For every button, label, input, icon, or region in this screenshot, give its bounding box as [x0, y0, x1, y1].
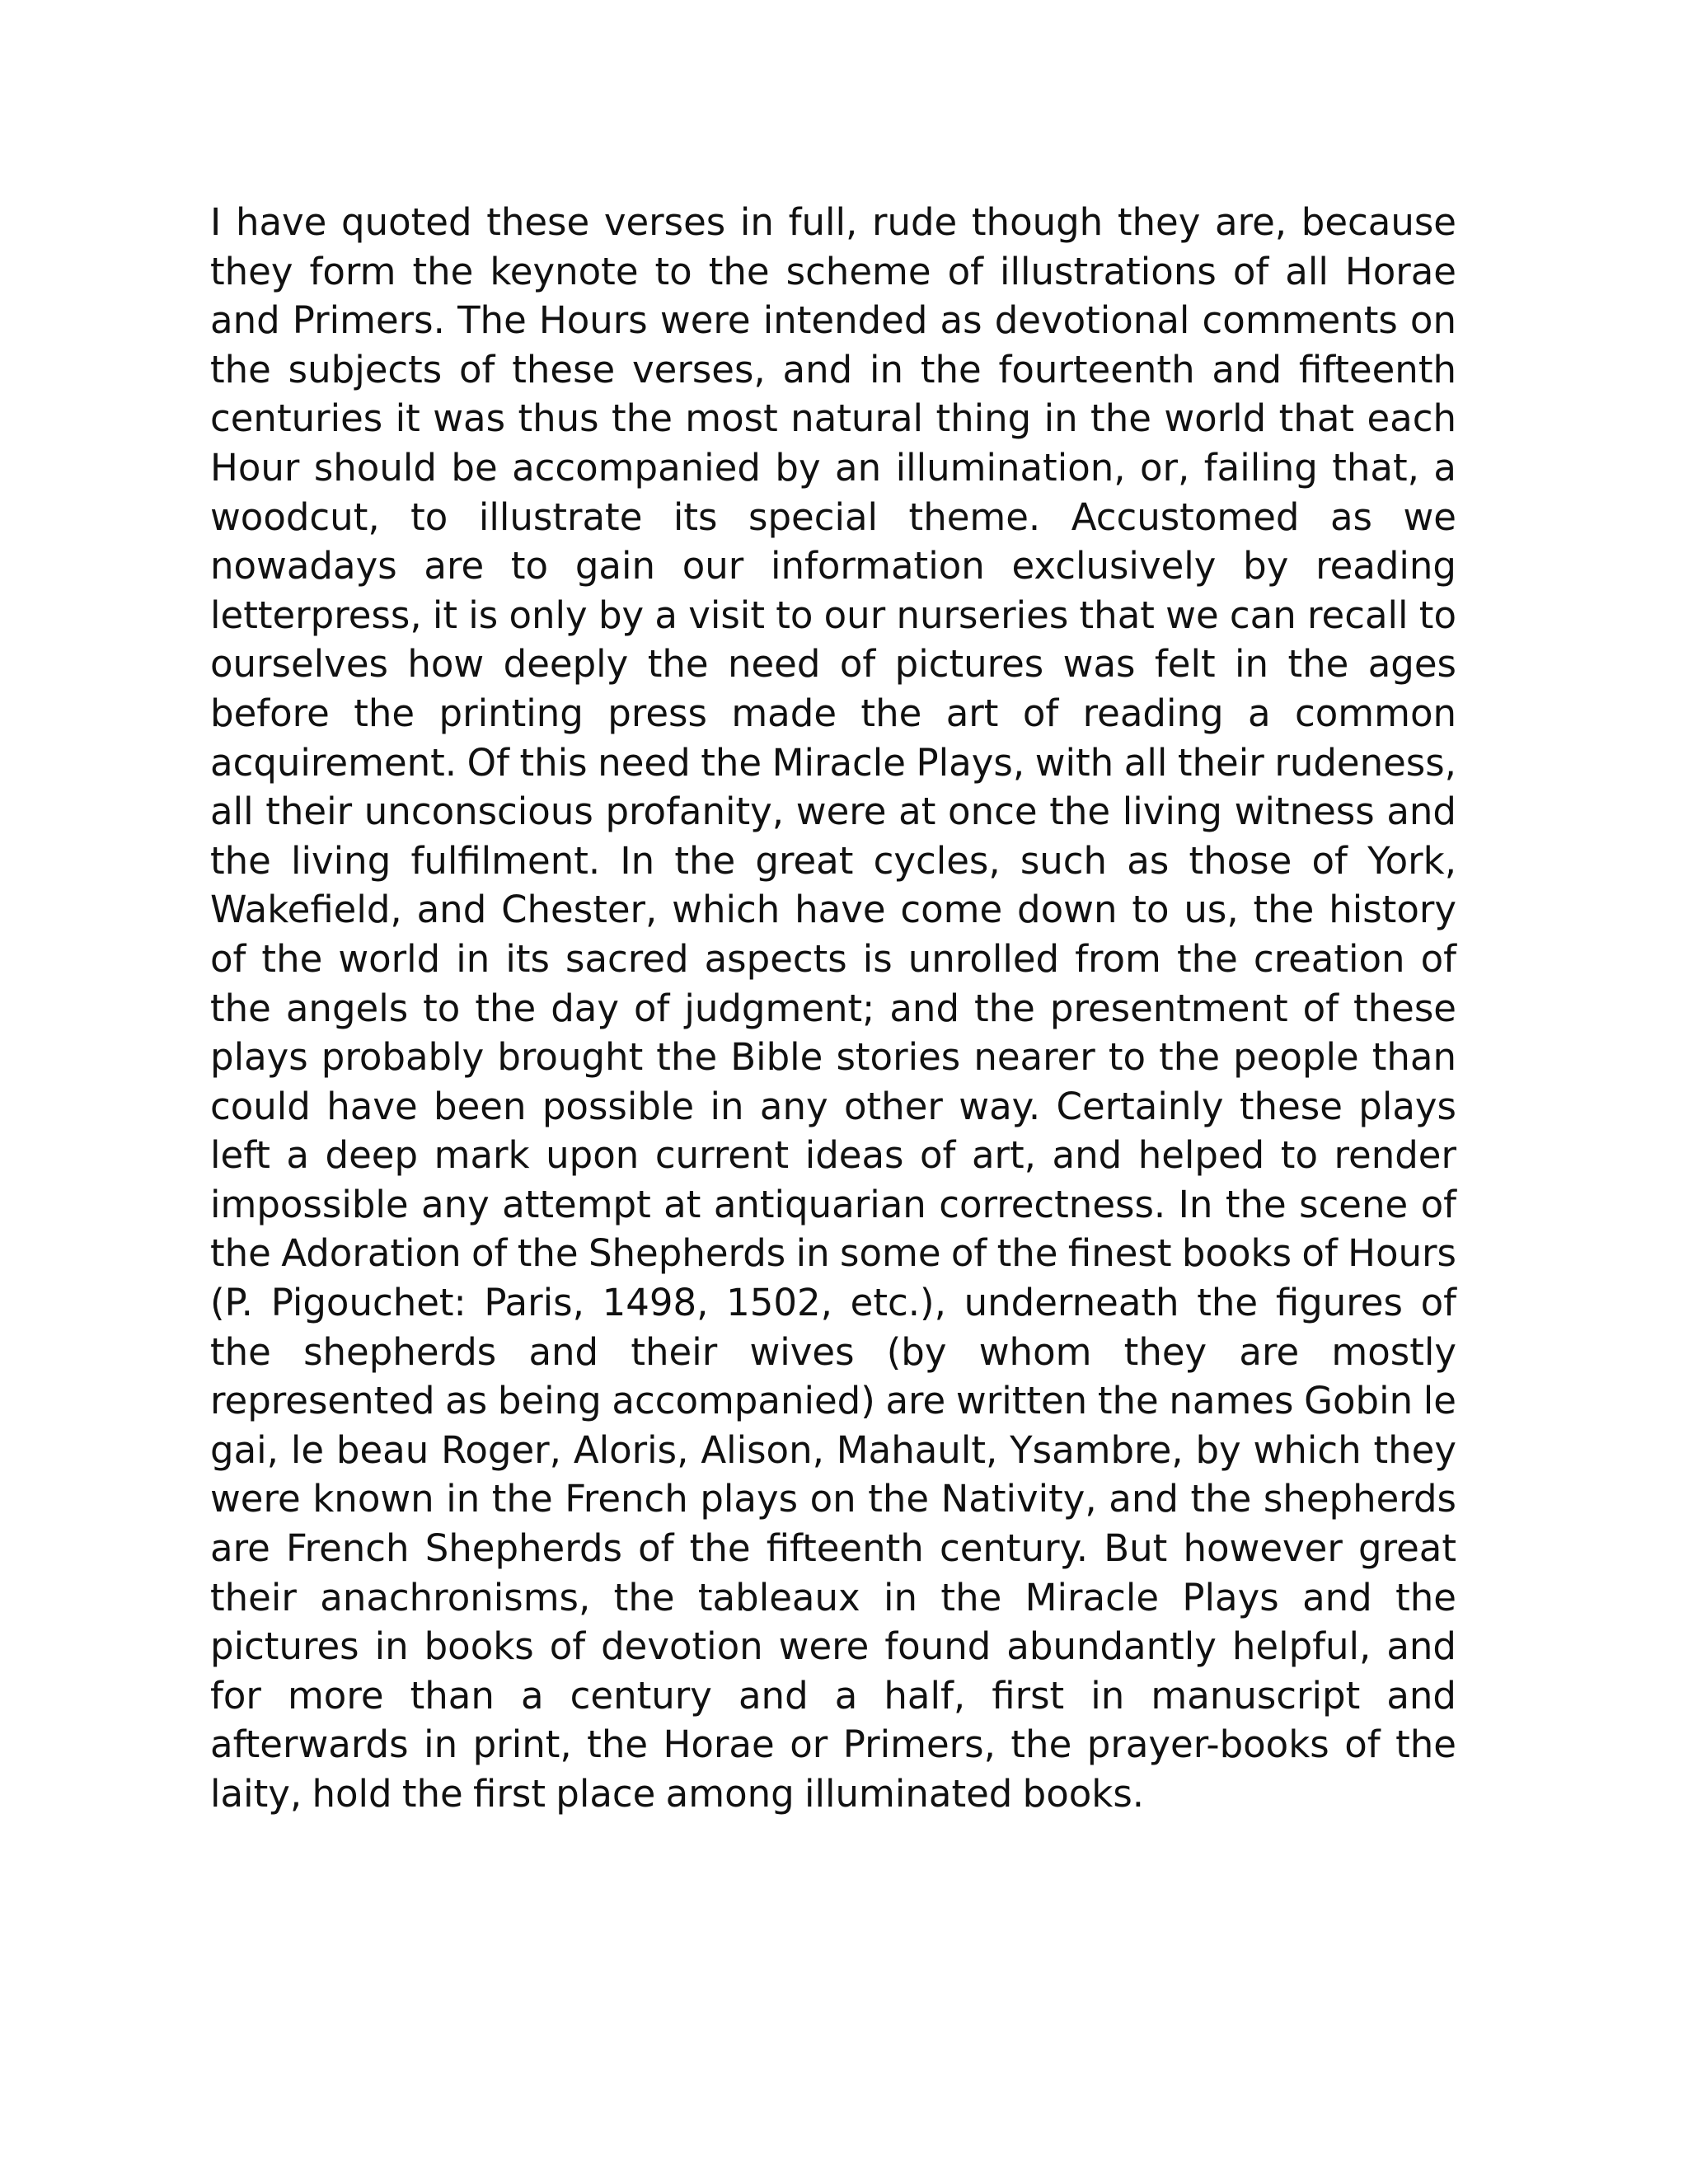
- body-paragraph: I have quoted these verses in full, rude though they are, because they form the keynote to the scheme of illustrations of all Horae and Primers. The Hours were intended as devotional comments on the subjects of these verses, and in the fourteenth and fifteenth centuries it was thus the most natural thing in the world that each Hour should be accompanied by an illumination, or, failing that, a woodcut, to illustrate its special theme. Accustomed as we nowadays are to gain our information exclusively by reading letterpress, it is only by a visit to our nurseries that we can recall to ourselves how deeply the need of pictures was felt in the ages before the printing press made the art of reading a common acquirement. Of this need the Miracle Plays, with all their rudeness, all their unconscious profanity, were at once the living witness and the living fulfilment. In the great cycles, such as those of York, Wakefield, and Chester, which have come down to us, the history of the world in its sacred aspects is unrolled from the creation of the angels to the day of judgment; and the presentment of these plays probably brought the Bible stories nearer to the people than could have been possible in any other way. Certainly these plays left a deep mark upon current ideas of art, and helped to render impossible any attempt at antiquarian correctness. In the scene of the Adoration of the Shepherds in some of the finest books of Hours (P. Pigouchet: Paris, 1498, 1502, etc.), underneath the figures of the shepherds and their wives (by whom they are mostly represented as being accompanied) are written the names Gobin le gai, le beau Roger, Aloris, Alison, Mahault, Ysambre, by which they were known in the French plays on the Nativity, and the shepherds are French Shepherds of the fifteenth century. But however great their anachronisms, the tableaux in the Miracle Plays and the pictures in books of devotion were found abundantly helpful, and for more than a century and a half, first in manuscript and afterwards in print, the Horae or Primers, the prayer-books of the laity, hold the first place among illuminated books.: [210, 200, 1456, 1816]
